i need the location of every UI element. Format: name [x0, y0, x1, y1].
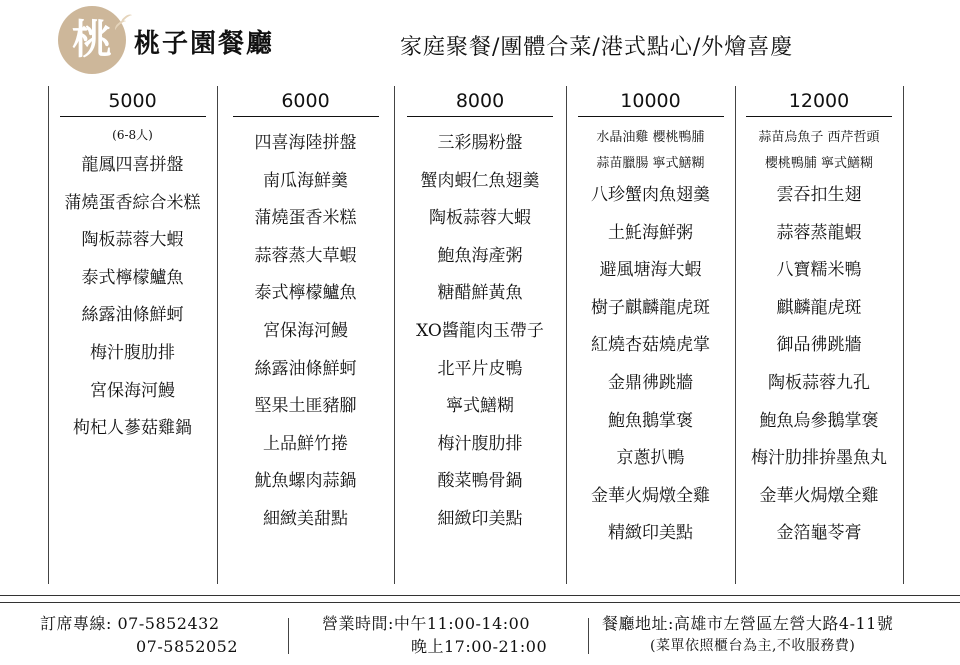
- menu-item: 鮑魚鵝掌褒: [608, 410, 693, 431]
- menu-item: 三彩腸粉盤: [437, 133, 523, 153]
- menu-item: 南瓜海鮮羹: [263, 170, 348, 191]
- menu-column-12000: [735, 86, 903, 553]
- menu-item: 上品鮮竹捲: [263, 433, 348, 454]
- restaurant-logo: [58, 6, 126, 74]
- menu-item: 精緻印美點: [608, 523, 693, 544]
- menu-item: 堅果土匪豬腳: [254, 396, 357, 417]
- menu-item-pair: 蒜苗臘腸 寧式鱔糊: [596, 156, 705, 171]
- menu-price: 8000: [407, 86, 553, 117]
- menu-item: 細緻印美點: [437, 508, 523, 529]
- menu-item: 泰式檸檬鱸魚: [254, 283, 357, 304]
- menu-column-6000: [217, 86, 394, 539]
- restaurant-name: 桃子園餐廳: [134, 29, 275, 59]
- menu-note: (菜單依照櫃台為主,不收服務費): [650, 638, 856, 654]
- menu-item: 麒麟龍虎斑: [776, 297, 862, 318]
- menu-item: 陶板蒜蓉大蝦: [429, 208, 531, 229]
- menu-item: 金華火焗燉全雞: [759, 485, 879, 506]
- menu-item: 蒲燒蛋香綜合米糕: [64, 192, 201, 213]
- menu-item: 梅汁肋排拚墨魚丸: [751, 448, 887, 469]
- reservation-label: 訂席專線:: [40, 614, 112, 633]
- dinner-hours: 晚上17:00-21:00: [411, 637, 548, 656]
- menu-item: 鮑魚海產粥: [437, 245, 523, 266]
- menu-item: 梅汁腹肋排: [437, 433, 523, 454]
- menu-item-pair: 水晶油雞 櫻桃鴨脯: [596, 130, 705, 145]
- menu-item: 金華火焗燉全雞: [591, 485, 710, 506]
- menu-item: 宮保海河鰻: [90, 380, 175, 401]
- menu-item: 雲吞扣生翅: [776, 185, 862, 205]
- menu-item: 陶板蒜蓉大蝦: [81, 230, 184, 251]
- menu-item: 泰式檸檬鱸魚: [81, 267, 184, 288]
- menu-item: 樹子麒麟龍虎斑: [591, 297, 710, 318]
- menu-price: 6000: [233, 86, 379, 117]
- menu-price: 5000: [60, 86, 206, 117]
- footer-divider: [0, 602, 960, 603]
- menu-item: XO醬龍肉玉帶子: [416, 320, 544, 341]
- menu-item: 蟹肉蝦仁魚翅羹: [420, 170, 540, 191]
- menu-item: 宮保海河鰻: [263, 320, 348, 341]
- menu-serving-note: (6-8人): [112, 128, 153, 142]
- menu-item: 糖醋鮮黃魚: [437, 283, 523, 304]
- lunch-hours: 中午11:00-14:00: [393, 614, 531, 633]
- hours-label: 營業時間:: [322, 614, 394, 633]
- phone-number[interactable]: 07-5852052: [136, 637, 239, 656]
- menu-item: 八珍蟹肉魚翅羹: [591, 185, 710, 205]
- tagline: 家庭聚餐/團體合菜/港式點心/外燴喜慶: [400, 35, 794, 60]
- footer-column-divider: [288, 618, 289, 654]
- menu-column-8000: [394, 86, 566, 539]
- footer-divider: [0, 595, 960, 596]
- menu-item: 寧式鱔糊: [446, 396, 514, 417]
- menu-column-5000: [48, 86, 217, 448]
- menu-item: 京蔥扒鴨: [616, 448, 685, 469]
- menu-item: 細緻美甜點: [263, 508, 348, 529]
- menu-item: 金箔龜苓膏: [776, 523, 862, 544]
- business-hours: [322, 612, 547, 658]
- footer-column-divider: [588, 618, 589, 654]
- menu-item: 八寶糯米鴨: [776, 260, 862, 281]
- menu-item-pair: 蒜苗烏魚子 西芹哲頭: [758, 130, 880, 145]
- menu-item: 絲露油條鮮蚵: [254, 358, 357, 379]
- menu-item: 四喜海陸拼盤: [254, 133, 357, 153]
- menu-item: 鮑魚烏參鵝掌褒: [759, 410, 879, 431]
- logo-char: 桃: [72, 16, 112, 63]
- menu-item: 金鼎彿跳牆: [608, 372, 693, 393]
- menu-item: 紅燒杏菇燒虎掌: [591, 335, 710, 356]
- menu-item: 梅汁腹肋排: [90, 342, 175, 363]
- menu-item: 北平片皮鴨: [437, 358, 523, 379]
- menu-item: 蒲燒蛋香米糕: [254, 208, 357, 229]
- menu-item: 土魠海鮮粥: [608, 222, 693, 243]
- menu-column-10000: [566, 86, 735, 553]
- reservation-info: [40, 612, 238, 658]
- menu-item: 陶板蒜蓉九孔: [768, 372, 870, 393]
- restaurant-address: [602, 612, 893, 658]
- menu-price: 12000: [746, 86, 892, 117]
- menu-item: 蒜蓉蒸龍蝦: [776, 222, 862, 243]
- menu-item: 枸杞人蔘菇雞鍋: [73, 418, 192, 439]
- address-label: 餐廳地址:: [602, 614, 674, 633]
- column-divider: [903, 86, 904, 584]
- menu-item: 龍鳳四喜拼盤: [81, 155, 184, 175]
- address-text: 高雄市左營區左營大路4-11號: [673, 614, 894, 633]
- menu-item: 蒜蓉蒸大草蝦: [254, 245, 357, 266]
- menu-item-pair: 櫻桃鴨脯 寧式鱔糊: [764, 156, 874, 171]
- phone-number[interactable]: 07-5852432: [117, 614, 220, 633]
- menu-item: 魷魚螺肉蒜鍋: [254, 471, 357, 492]
- menu-item: 避風塘海大蝦: [599, 260, 702, 281]
- menu-item: 御品彿跳牆: [776, 335, 862, 356]
- menu-item: 絲露油條鮮蚵: [81, 305, 184, 326]
- menu-price: 10000: [578, 86, 724, 117]
- menu-item: 酸菜鴨骨鍋: [437, 471, 523, 492]
